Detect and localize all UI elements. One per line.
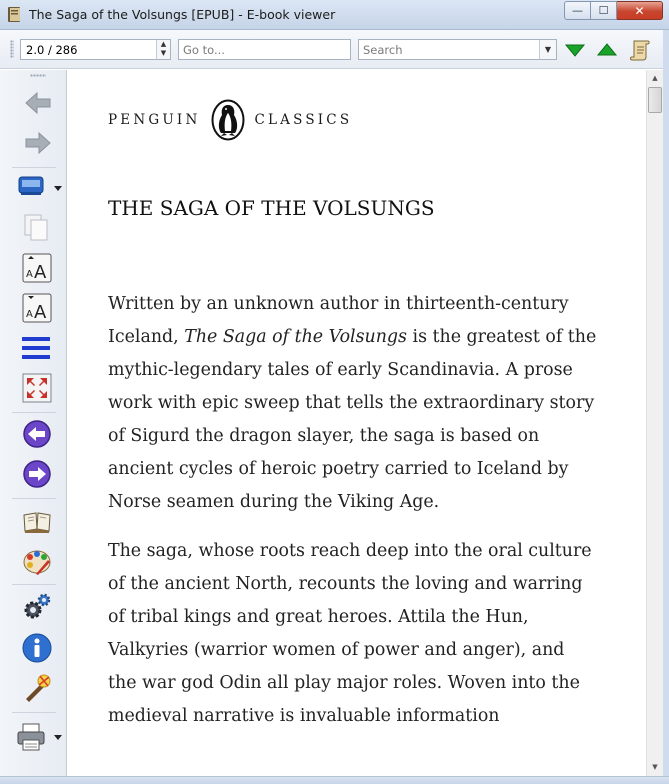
text-line: of tribal kings and great heroes. Attila the Hun, [108, 607, 529, 627]
penguin-logo-icon [211, 99, 245, 141]
print-dropdown-arrow[interactable] [54, 735, 62, 740]
scroll-down-arrow[interactable]: ▼ [652, 763, 658, 771]
left-sidebar [0, 70, 67, 776]
fullscreen-icon[interactable] [22, 373, 52, 403]
text-fragment: is the greatest of the [406, 327, 597, 347]
back-icon[interactable] [23, 88, 53, 118]
text-line: ancient cycles of heroic poetry carried to Iceland by [108, 459, 569, 479]
book-title: THE SAGA OF THE VOLSUNGS [108, 196, 435, 220]
svg-text:A: A [26, 269, 33, 280]
bookmark-dropdown-arrow[interactable] [54, 186, 62, 191]
text-fragment: Iceland, [108, 327, 185, 347]
close-button[interactable]: ✕ [617, 1, 663, 20]
text-line: of the ancient North, recounts the loving and warring [108, 574, 583, 594]
table-of-contents-icon[interactable] [628, 38, 652, 62]
spin-up-button[interactable]: ▲ [160, 40, 167, 48]
svg-text:A: A [34, 262, 47, 283]
find-next-icon[interactable] [563, 38, 587, 62]
text-line: Valkyries (warrior women of power and anger), and [108, 640, 565, 660]
print-icon[interactable] [16, 722, 46, 752]
text-line: Written by an unknown author in thirteenth-century [108, 294, 569, 314]
blurb-paragraph-2 [108, 535, 628, 733]
search-dropdown-button[interactable]: ▼ [539, 40, 556, 59]
sidebar-separator [12, 584, 56, 585]
text-line: mythic-legendary tales of early Scandinavia. A prose [108, 360, 573, 380]
top-toolbar [0, 30, 669, 69]
spin-down-button[interactable]: ▼ [160, 49, 167, 57]
find-previous-icon[interactable] [595, 38, 619, 62]
forward-icon[interactable] [23, 128, 53, 158]
window-border-right [663, 30, 669, 784]
imprint-right: CLASSICS [254, 112, 353, 128]
search-placeholder: Search [363, 43, 403, 57]
position-value: 2.0 / 286 [26, 43, 78, 57]
book-title-italic: The Saga of the Volsungs [184, 327, 407, 347]
text-line: work with epic sweep that tells the extraordinary story [108, 393, 595, 413]
publisher-imprint [108, 98, 352, 142]
window-controls [564, 1, 663, 20]
goto-input[interactable] [178, 39, 351, 60]
text-line [108, 321, 628, 354]
imprint-left: PENGUIN [108, 112, 201, 128]
copy-icon[interactable] [22, 212, 52, 242]
open-ebook-icon[interactable] [22, 506, 52, 536]
maximize-button[interactable]: ☐ [591, 1, 617, 20]
previous-page-icon[interactable] [22, 419, 52, 449]
toolbar-grip[interactable] [10, 40, 14, 58]
theme-icon[interactable] [22, 546, 52, 576]
svg-text:A: A [34, 302, 47, 323]
text-line: medieval narrative is invaluable information [108, 706, 500, 726]
sidebar-separator [12, 412, 56, 413]
scroll-thumb[interactable] [648, 87, 662, 113]
sidebar-separator [12, 167, 56, 168]
position-spinbox[interactable] [20, 39, 171, 60]
text-line: the war god Odin all play major roles. Woven into the [108, 673, 580, 693]
app-icon [7, 6, 23, 23]
font-size-larger-icon[interactable] [22, 253, 52, 283]
text-line: of Sigurd the dragon slayer, the saga is based on [108, 426, 540, 446]
minimize-button[interactable]: — [564, 1, 591, 20]
goto-placeholder: Go to... [183, 43, 225, 57]
book-page[interactable] [68, 70, 646, 776]
window-border-bottom [0, 776, 669, 784]
position-spinner [156, 40, 170, 59]
preferences-icon[interactable] [22, 592, 52, 622]
text-line: Norse seamen during the Viking Age. [108, 492, 440, 512]
blurb-paragraph-1 [108, 288, 628, 519]
reference-mode-icon[interactable] [21, 333, 51, 363]
vertical-scrollbar[interactable] [646, 70, 663, 776]
inspect-icon[interactable] [22, 673, 52, 703]
title-bar [0, 0, 669, 30]
sidebar-separator [12, 712, 56, 713]
window-title: The Saga of the Volsungs [EPUB] - E-book viewer [29, 7, 336, 22]
search-input[interactable] [358, 39, 557, 60]
bookmark-icon[interactable] [16, 170, 46, 200]
next-page-icon[interactable] [22, 459, 52, 489]
sidebar-separator [12, 498, 56, 499]
scroll-up-arrow[interactable]: ▲ [652, 74, 658, 82]
about-icon[interactable] [22, 633, 52, 663]
font-size-smaller-icon[interactable] [22, 293, 52, 323]
text-line: The saga, whose roots reach deep into the oral culture [108, 541, 592, 561]
sidebar-grip[interactable] [30, 74, 46, 77]
svg-text:A: A [26, 309, 33, 320]
